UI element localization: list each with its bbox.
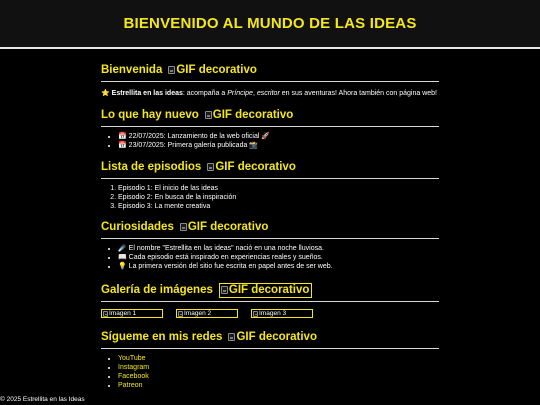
- section-gallery: [101, 281, 439, 318]
- list-item: [118, 354, 439, 363]
- list-item: [118, 244, 439, 253]
- news-item-text: 22/07/2025: Lanzamiento de la web oficial 🚀: [128, 133, 271, 140]
- section-social: [101, 328, 439, 390]
- list-item: [118, 132, 439, 141]
- image-alt-text: Imagen 2: [184, 310, 212, 317]
- patreon-link[interactable]: Patreon: [118, 382, 143, 389]
- image-alt-text: Imagen 1: [109, 310, 137, 317]
- welcome-text-1: : acompaña a: [182, 90, 228, 97]
- image-alt-text: Imagen 3: [259, 310, 287, 317]
- decorative-gif: [207, 161, 296, 173]
- section-title: Lista de episodios: [101, 161, 202, 173]
- list-item: 2. Episodio 2: En busca de la inspiración: [118, 193, 439, 202]
- section-header: [101, 218, 439, 239]
- section-title: Bienvenida: [101, 64, 163, 76]
- welcome-lead: Estrellita en las ideas: [111, 90, 183, 97]
- list-item: [118, 253, 439, 262]
- broken-image-icon: [180, 223, 187, 231]
- section-episodes: [101, 158, 439, 211]
- calendar-icon: 📅: [118, 133, 129, 140]
- welcome-italic-2: escritor: [256, 90, 280, 97]
- trivia-item-text: La primera versión del sitio fue escrita en papel antes de ser web.: [128, 263, 333, 270]
- decorative-gif: [180, 221, 269, 233]
- lightbulb-icon: 💡: [118, 263, 129, 270]
- broken-image-icon: [207, 163, 214, 171]
- gif-alt-text: GIF decorativo: [228, 283, 310, 296]
- news-item-text: 23/07/2025: Primera galería publicada 📸: [128, 142, 259, 149]
- list-item: [118, 262, 439, 271]
- broken-image-icon: [221, 286, 228, 294]
- section-header: [101, 281, 439, 302]
- gallery-image[interactable]: [176, 309, 238, 318]
- list-item: [118, 381, 439, 390]
- episode-list: [101, 184, 439, 211]
- site-footer: © 2025 Estrellita en las Ideas: [0, 396, 85, 403]
- instagram-link[interactable]: Instagram: [118, 364, 150, 371]
- image-gallery: [101, 309, 439, 318]
- broken-image-icon: [253, 311, 258, 317]
- news-list: [101, 132, 439, 150]
- gif-alt-text: GIF decorativo: [176, 64, 257, 76]
- list-item: 1. Episodio 1: El inicio de las ideas: [118, 184, 439, 193]
- decorative-gif[interactable]: [219, 283, 313, 298]
- trivia-item-text: Cada episodio está inspirado en experiencias reales y sueños.: [128, 254, 323, 261]
- book-icon: 📖: [118, 254, 129, 261]
- section-header: [101, 328, 439, 349]
- section-trivia: [101, 218, 439, 271]
- broken-image-icon: [178, 311, 183, 317]
- welcome-text: [101, 89, 439, 98]
- decorative-gif: [228, 331, 317, 343]
- section-title: Curiosidades: [101, 221, 174, 233]
- section-news: [101, 106, 439, 150]
- section-title: Galería de imágenes: [101, 284, 213, 296]
- welcome-text-2: ,: [252, 90, 257, 97]
- list-item: 3. Episodio 3: La mente creativa: [118, 202, 439, 211]
- broken-image-icon: [205, 111, 212, 119]
- list-item: [118, 363, 439, 372]
- broken-image-icon: [228, 333, 235, 341]
- comet-icon: ☄️: [118, 245, 129, 252]
- broken-image-icon: [168, 66, 175, 74]
- gallery-image[interactable]: [251, 309, 313, 318]
- site-header: [0, 0, 540, 49]
- decorative-gif: [205, 109, 294, 121]
- gallery-image[interactable]: [101, 309, 163, 318]
- trivia-list: [101, 244, 439, 271]
- broken-image-icon: [103, 311, 108, 317]
- gif-alt-text: GIF decorativo: [187, 221, 269, 233]
- trivia-item-text: El nombre "Estrellita en las ideas" nació en una noche lluviosa.: [128, 245, 324, 252]
- star-icon: ⭐: [101, 90, 110, 97]
- decorative-gif: [168, 64, 257, 76]
- calendar-icon: 📅: [118, 142, 129, 149]
- facebook-link[interactable]: Facebook: [118, 373, 149, 380]
- gif-alt-text: GIF decorativo: [212, 109, 294, 121]
- section-title: Sígueme en mis redes: [101, 331, 223, 343]
- gif-alt-text: GIF decorativo: [215, 161, 296, 173]
- section-header: [101, 158, 439, 179]
- section-title: Lo que hay nuevo: [101, 109, 199, 121]
- social-links: [101, 354, 439, 390]
- section-welcome: [101, 61, 439, 98]
- page-title: BIENVENIDO AL MUNDO DE LAS IDEAS: [123, 15, 417, 32]
- list-item: [118, 372, 439, 381]
- gif-alt-text: GIF decorativo: [236, 331, 317, 343]
- welcome-text-3: en sus aventuras! Ahora también con página web!: [279, 90, 437, 97]
- youtube-link[interactable]: YouTube: [118, 355, 146, 362]
- welcome-italic-1: Príncipe: [227, 90, 253, 97]
- list-item: [118, 141, 439, 150]
- section-header: [101, 61, 439, 82]
- section-header: [101, 106, 439, 127]
